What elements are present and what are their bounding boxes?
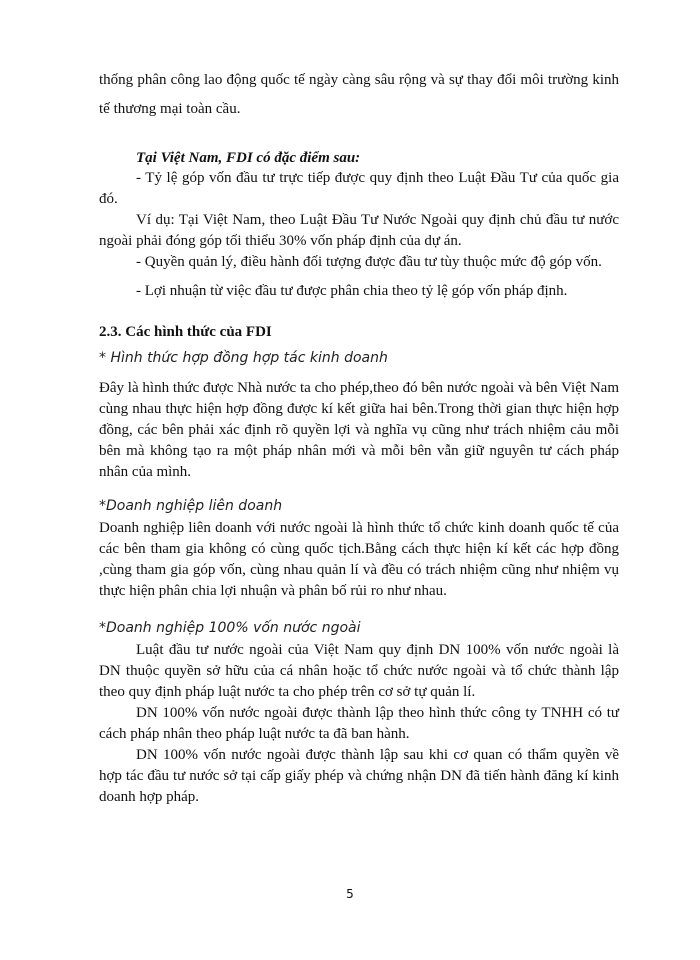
section-title: 2.3. Các hình thức của FDI xyxy=(99,324,272,340)
form-paragraph: Luật đầu tư nước ngoài của Việt Nam quy định DN 100% vốn nước ngoài là DN thuộc quyền sở hữu của cá nhân hoặc tổ chức nước ngoài và tổ chức thành lập theo quy định pháp luật nước ta cho phép trên cơ sở tự quản lí. xyxy=(99,642,619,700)
intro-paragraph: thống phân công lao động quốc tế ngày càng sâu rộng và sự thay đổi môi trường kinh tế thương mại toàn cầu. xyxy=(99,72,619,117)
form-heading: * Hình thức hợp đồng hợp tác kinh doanh xyxy=(99,350,388,366)
vn-point: - Lợi nhuận từ việc đầu tư được phân chia theo tỷ lệ góp vốn pháp định. xyxy=(136,283,568,299)
form-paragraphs xyxy=(99,640,619,808)
form-heading: *Doanh nghiệp 100% vốn nước ngoài xyxy=(99,620,361,636)
vn-point: - Tỷ lệ góp vốn đầu tư trực tiếp được quy định theo Luật Đầu Tư của quốc gia đó. xyxy=(99,170,619,207)
form-paragraph: Đây là hình thức được Nhà nước ta cho phép,theo đó bên nước ngoài và bên Việt Nam cùng nhau thực hiện hợp đồng được kí kết giữa hai bên.Trong thời gian thực hiện hợp đồng, các bên phải xác định rõ quyền lợi và nghĩa vụ cũng như trách nhiệm cảu mỗi bên mà không tạo ra một pháp nhân mới và mỗi bên vẫn giữ nguyên tư cách pháp nhân của mình. xyxy=(99,380,619,480)
form-paragraph: DN 100% vốn nước ngoài được thành lập sau khi cơ quan có thẩm quyền về hợp tác đầu tư nước sở tại cấp giấy phép và chứng nhận DN đã tiến hành đăng kí kinh doanh hợp pháp. xyxy=(99,747,619,805)
vn-heading: Tại Việt Nam, FDI có đặc điểm sau: xyxy=(136,150,361,166)
vn-point: Ví dụ: Tại Việt Nam, theo Luật Đầu Tư Nước Ngoài quy định chủ đầu tư nước ngoài phải đóng góp tối thiểu 30% vốn pháp định của dự án. xyxy=(99,212,619,249)
form-paragraph: DN 100% vốn nước ngoài được thành lập theo hình thức công ty TNHH có tư cách pháp nhân theo pháp luật nước ta đã ban hành. xyxy=(99,705,619,742)
form-heading: *Doanh nghiệp liên doanh xyxy=(99,498,283,514)
form-paragraph: Doanh nghiệp liên doanh với nước ngoài là hình thức tổ chức kinh doanh quốc tế của các bên tham gia không có cùng quốc tịch.Bằng cách thực hiện kí kết các hợp đồng ,cùng tham gia góp vốn, cùng nhau quản lí và đều có trách nhiệm cũng như nhiệm vụ thực hiện phân chia lợi nhuận và phân bố rủi ro như nhau. xyxy=(99,520,619,599)
vn-point: - Quyền quản lý, điều hành đối tượng được đầu tư tùy thuộc mức độ góp vốn. xyxy=(136,254,602,270)
vn-points xyxy=(99,168,619,302)
page-number: 5 xyxy=(346,887,354,901)
